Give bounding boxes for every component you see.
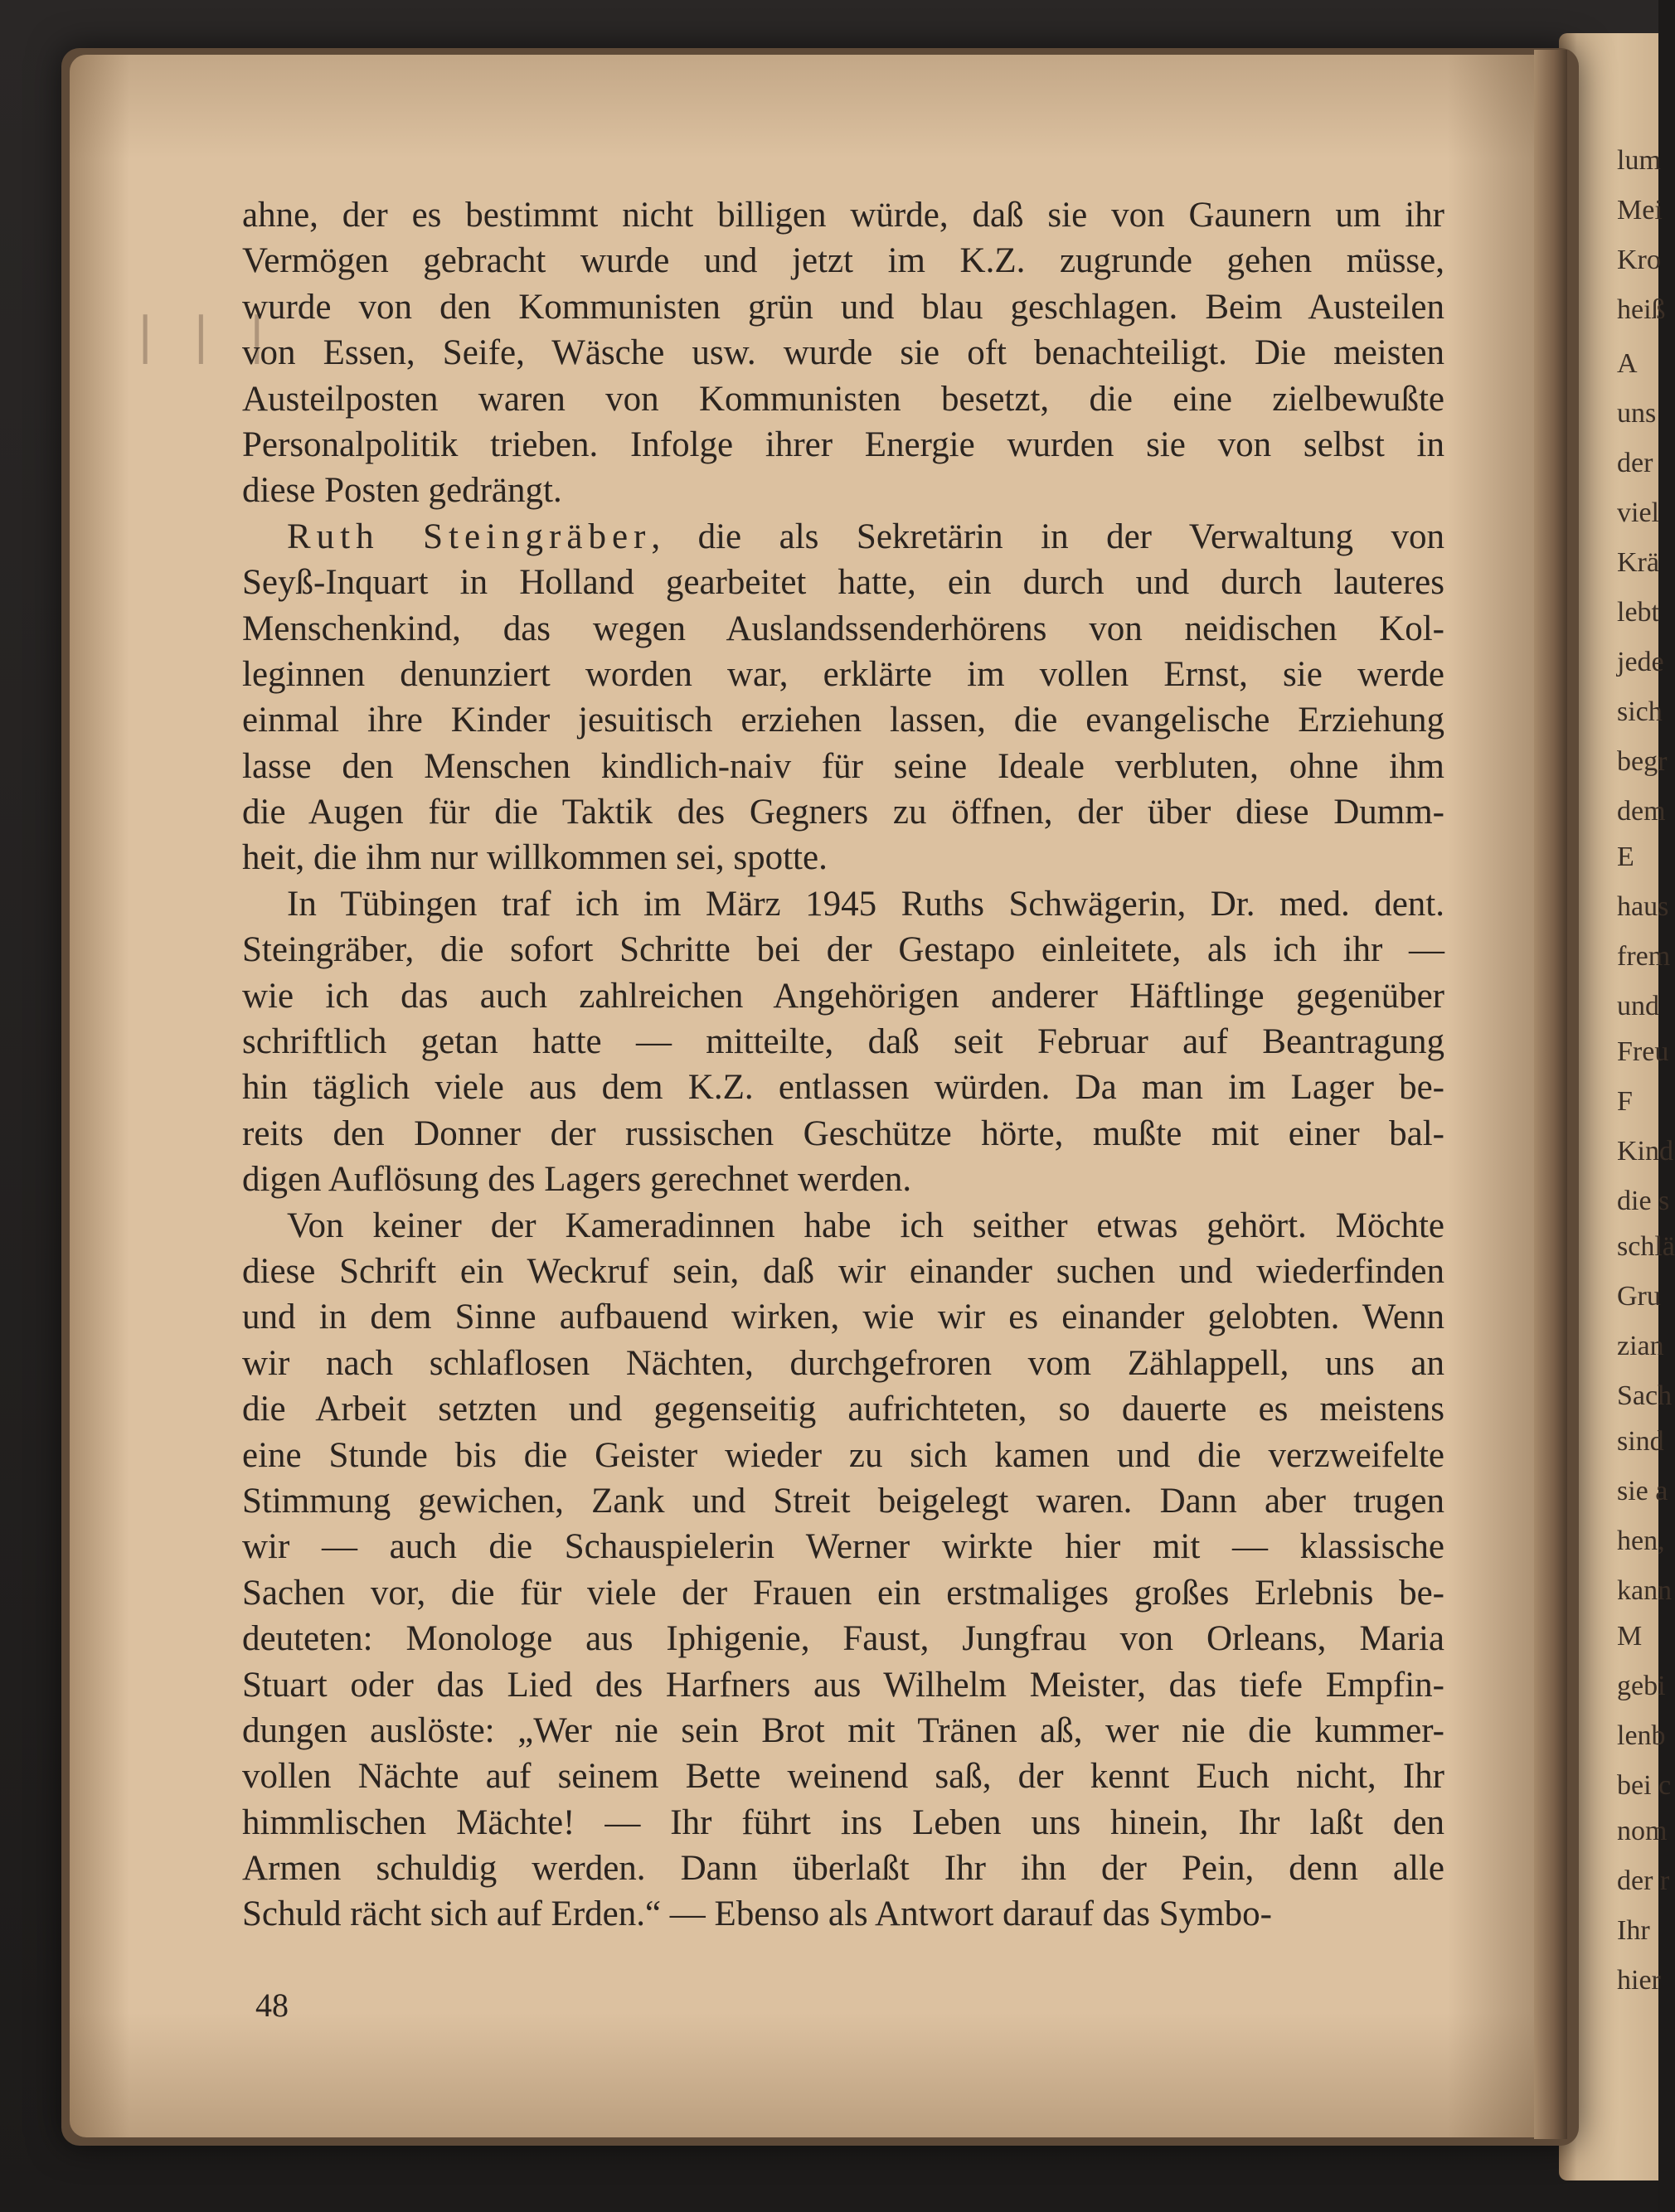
facing-page-fragment: dem [1617,796,1666,827]
facing-page-fragment: uns [1617,398,1657,429]
facing-page-fragment: lebt [1617,597,1659,628]
text-line: eine Stunde bis die Geister wieder zu sich kamen und die verzweifelte [242,1435,1444,1475]
text-line: Seyß-Inquart in Holland gearbeitet hatte, ein durch und durch lauteres [242,563,1444,603]
text-line: dungen auslöste: „Wer nie sein Brot mit Tränen aß, wer nie die kummer- [242,1710,1444,1750]
book-gutter [1534,50,1567,2139]
text-line: digen Auflösung des Lagers gerechnet werden. [242,1160,912,1200]
text-line: schriftlich getan hatte — mitteilte, daß seit Februar auf Beantragung [242,1022,1444,1062]
facing-page-fragment: der r [1617,1865,1670,1896]
text-line: Stimmung gewichen, Zank und Streit beigelegt waren. Dann aber trugen [242,1481,1444,1521]
facing-page-fragment: Sach [1617,1380,1673,1411]
text-line: die Arbeit setzten und gegenseitig aufrichteten, so dauerte es meistens [242,1390,1444,1429]
facing-page-fragment: Kind [1617,1136,1673,1167]
facing-page-fragment: bei c [1617,1770,1672,1801]
margin-pencil-marks: | | | [137,307,277,365]
text-line: diese Posten gedrängt. [242,471,562,511]
facing-page-fragment: die s [1617,1186,1670,1216]
facing-page-fragment: nom [1617,1816,1668,1846]
facing-page-fragment: A [1617,348,1638,379]
text-line: die Augen für die Taktik des Gegners zu öffnen, der über diese Dumm- [242,793,1444,832]
text-line: Schuld rächt sich auf Erden.“ — Ebenso als Antwort darauf das Symbo- [242,1894,1272,1934]
facing-page-fragment: gebi [1617,1671,1666,1701]
text-line: Von keiner der Kameradinnen habe ich seither etwas gehört. Möchte [287,1205,1444,1245]
text-line: wir — auch die Schauspielerin Werner wirkte hier mit — klassische [242,1527,1444,1567]
text-line [242,514,1444,560]
text-line: diese Schrift ein Weckruf sein, daß wir einander suchen und wiederfinden [242,1251,1444,1291]
text-line-rest: , die als Sekretärin in der Verwaltung von [651,517,1444,556]
facing-page-fragment: jede [1617,647,1664,677]
text-line: ahne, der es bestimmt nicht billigen würde, daß sie von Gaunern um ihr [242,196,1444,235]
facing-page-fragment: Ihr [1617,1915,1650,1946]
text-line: reits den Donner der russischen Geschütze hörte, mußte mit einer bal- [242,1113,1444,1153]
text-line: lasse den Menschen kindlich-naiv für seine Ideale verbluten, ohne ihm [242,746,1444,786]
facing-page-fragment: M [1617,1621,1643,1652]
text-line: Armen schuldig werden. Dann überlaßt Ihr ihn der Pein, denn alle [242,1849,1444,1889]
text-line: himmlischen Mächte! — Ihr führt ins Leben uns hinein, Ihr laßt den [242,1802,1444,1842]
text-line: In Tübingen traf ich im März 1945 Ruths Schwägerin, Dr. med. dent. [287,884,1444,924]
facing-page-fragment: schlä [1617,1231,1675,1262]
facing-page-fragment: lenb [1617,1720,1666,1751]
facing-page-fragment: lum [1617,145,1661,176]
spaced-name: Ruth Steingräber [287,517,652,556]
facing-page-fragment: Kro [1617,245,1661,275]
body-text [242,192,1444,1938]
text-line: hin täglich viele aus dem K.Z. entlassen würden. Da man im Lager be- [242,1068,1444,1108]
text-line: Personalpolitik trieben. Infolge ihrer Energie wurden sie von selbst in [242,424,1444,464]
facing-page-fragment: F [1617,1086,1633,1117]
text-line: Steingräber, die sofort Schritte bei der Gestapo einleitete, als ich ihr — [242,930,1444,970]
facing-page-fragment: Freu [1617,1036,1669,1067]
facing-page-fragment: Mei [1617,195,1663,226]
page-number: 48 [255,1986,289,2024]
text-line: vollen Nächte auf seinem Bette weinend saß, der kennt Euch nicht, Ihr [242,1757,1444,1797]
text-line: Stuart oder das Lied des Harfners aus Wilhelm Meister, das tiefe Empfin- [242,1665,1444,1705]
facing-page-fragment: der [1617,448,1653,478]
facing-page-fragment: heiß [1617,294,1666,325]
facing-page-fragment: sie a [1617,1476,1668,1506]
facing-page-fragment: sich [1617,696,1663,727]
facing-page-fragment: kann [1617,1575,1673,1606]
facing-page-fragment: viel [1617,497,1659,528]
facing-page-fragment: hen, [1617,1526,1665,1556]
facing-page-fragment: Krä [1617,547,1659,578]
text-line: Austeilposten waren von Kommunisten besetzt, die eine zielbewußte [242,379,1444,419]
text-line: heit, die ihm nur willkommen sei, spotte. [242,838,828,878]
facing-page-fragment: zian [1617,1331,1664,1361]
text-line: und in dem Sinne aufbauend wirken, wie wir es einander gelobten. Wenn [242,1298,1444,1337]
facing-page-fragment: E [1617,842,1634,872]
text-line: Sachen vor, die für viele der Frauen ein erstmaliges großes Erlebnis be- [242,1573,1444,1613]
facing-page-fragment: frem [1617,941,1671,972]
text-line: wie ich das auch zahlreichen Angehörigen anderer Häftlinge gegenüber [242,976,1444,1016]
facing-page-fragment: haus [1617,891,1669,922]
text-line: einmal ihre Kinder jesuitisch erziehen lassen, die evangelische Erziehung [242,701,1444,740]
text-line: von Essen, Seife, Wäsche usw. wurde sie oft benachteiligt. Die meisten [242,333,1444,373]
text-line: leginnen denunziert worden war, erklärte im vollen Ernst, sie werde [242,654,1444,694]
text-line: wurde von den Kommunisten grün und blau geschlagen. Beim Austeilen [242,287,1444,327]
facing-page-fragment: hier [1617,1965,1661,1996]
text-line: wir nach schlaflosen Nächten, durchgefroren vom Zählappell, uns an [242,1343,1444,1383]
text-line: deuteten: Monologe aus Iphigenie, Faust, Jungfrau von Orleans, Maria [242,1619,1444,1659]
text-line: Menschenkind, das wegen Auslandssenderhörens von neidischen Kol- [242,609,1444,648]
facing-page-fragment: und [1617,991,1659,1021]
text-line: Vermögen gebracht wurde und jetzt im K.Z. zugrunde gehen müsse, [242,241,1444,281]
facing-page-fragment: sind [1617,1426,1664,1457]
facing-page-fragment: begr [1617,746,1668,777]
facing-page-fragment: Gru [1617,1281,1661,1312]
